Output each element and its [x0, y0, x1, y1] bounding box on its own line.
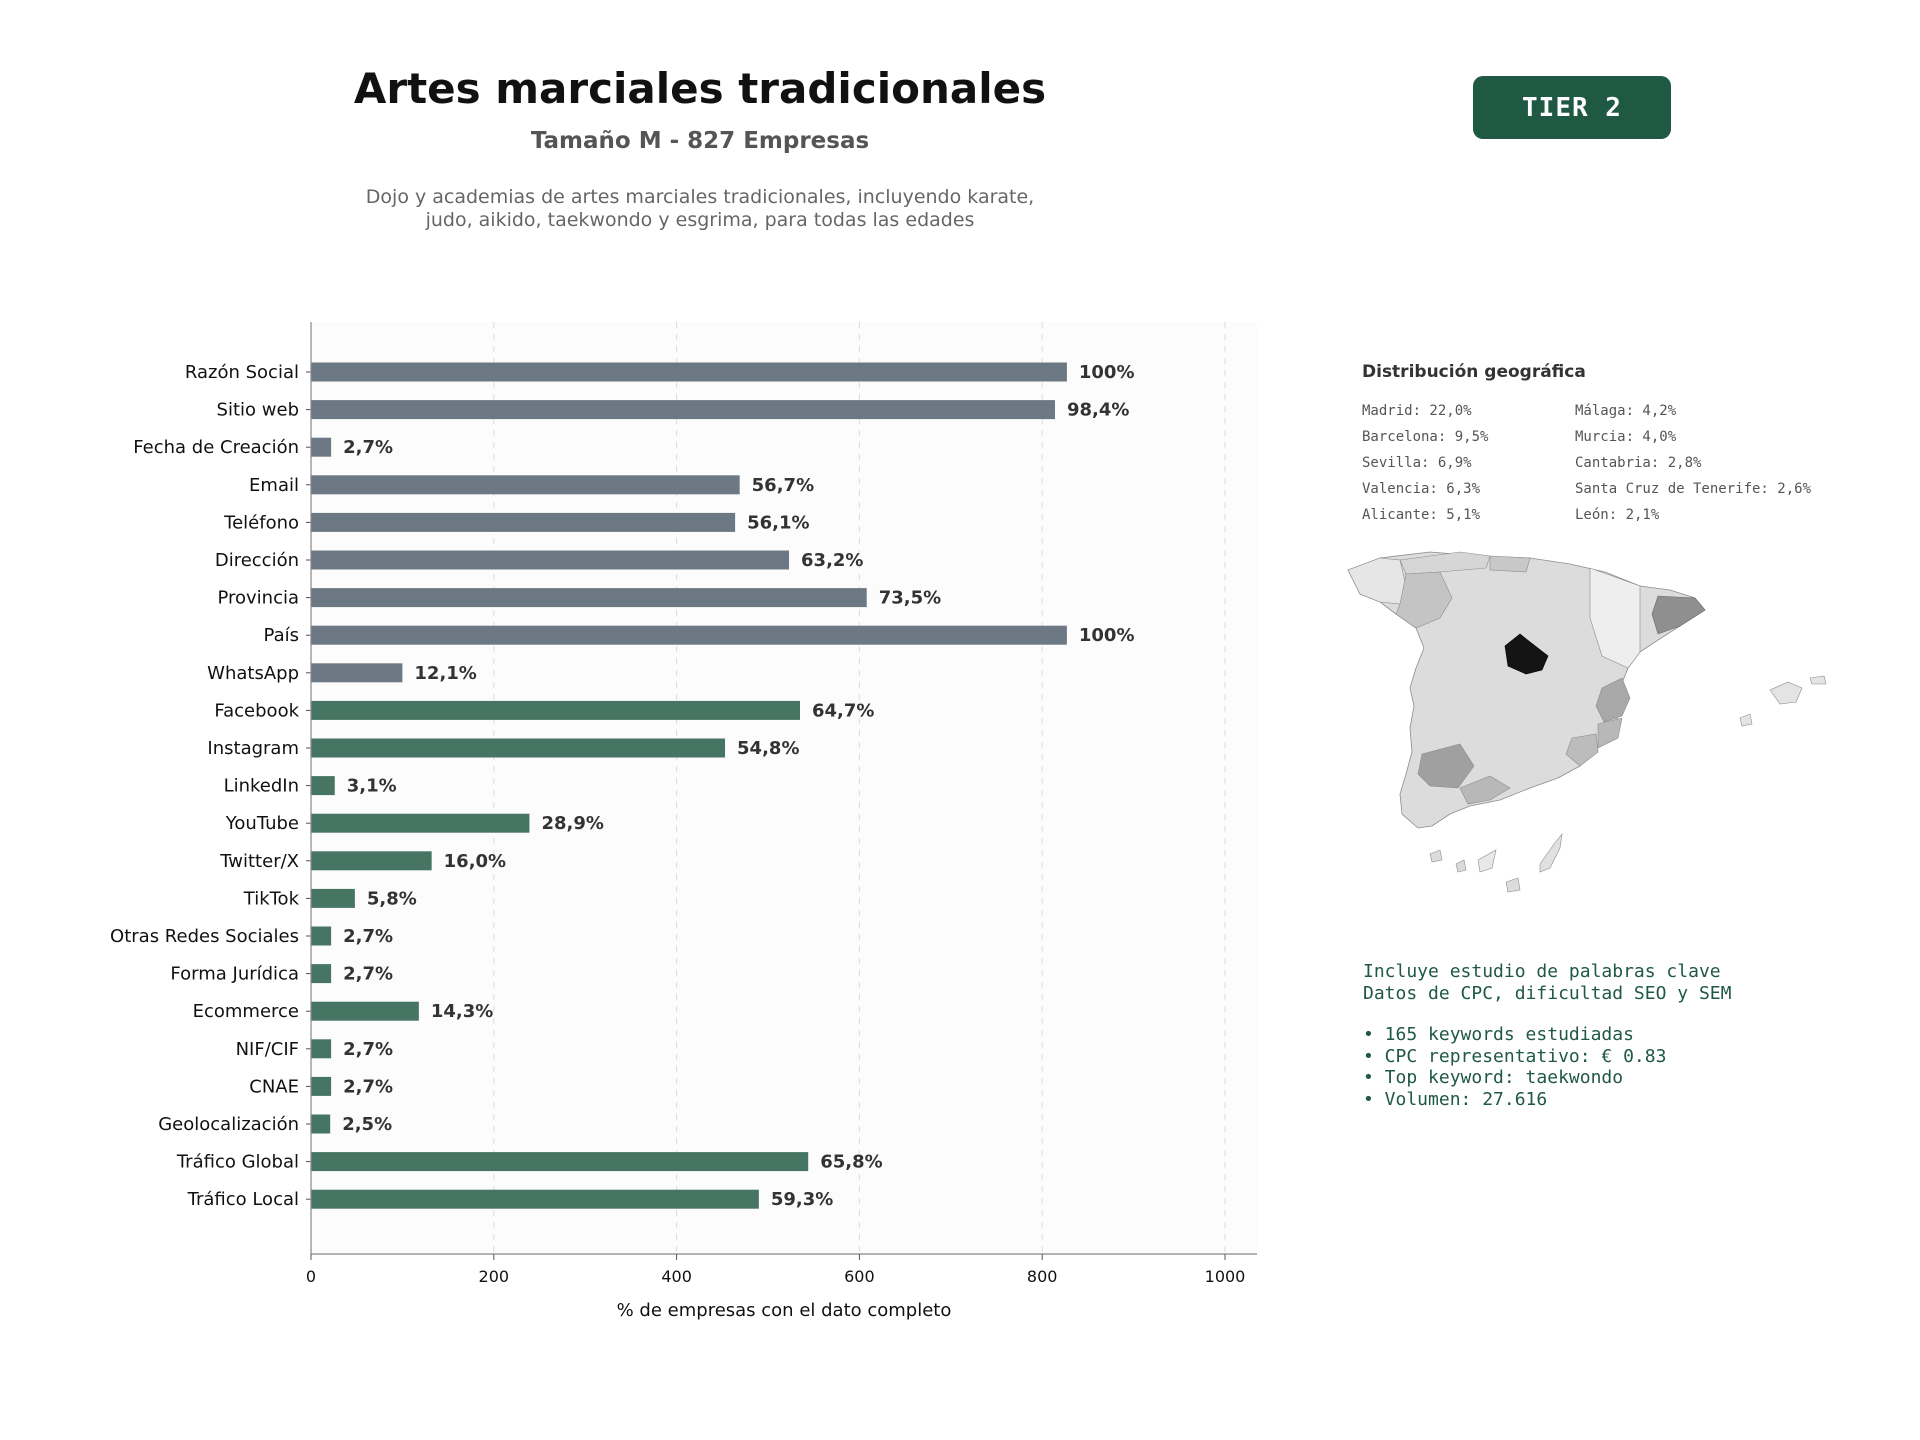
map-canary-1	[1430, 850, 1442, 862]
data-label: 63,2%	[801, 550, 864, 571]
bar	[311, 400, 1055, 419]
keywords-bullet: • CPC representativo: € 0.83	[1363, 1045, 1667, 1067]
category-label: Otras Redes Sociales	[110, 926, 299, 947]
keywords-bullet: • 165 keywords estudiadas	[1363, 1024, 1634, 1045]
x-tick-label: 400	[661, 1267, 692, 1286]
x-tick-label: 0	[305, 1267, 317, 1286]
data-label: 2,5%	[342, 1114, 393, 1135]
bar	[311, 438, 331, 457]
description-line: Dojo y academias de artes marciales tradicionales, incluyendo karate,	[365, 186, 1035, 208]
bar	[311, 1077, 331, 1096]
geo-item: Barcelona: 9,5%	[1362, 429, 1489, 445]
x-axis-label: % de empresas con el dato completo	[616, 1300, 952, 1321]
category-label: Dirección	[214, 550, 299, 571]
category-label: Forma Jurídica	[170, 963, 299, 985]
description-line: judo, aikido, taekwondo y esgrima, para todas las edades	[425, 209, 975, 231]
data-label: 73,5%	[878, 587, 942, 609]
bar	[311, 1002, 419, 1021]
geo-item: Santa Cruz de Tenerife: 2,6%	[1575, 481, 1812, 497]
bar	[311, 889, 355, 908]
bar	[311, 1190, 759, 1209]
category-label: YouTube	[225, 813, 299, 835]
category-label: Email	[249, 474, 299, 496]
bar	[311, 927, 331, 946]
bar	[311, 475, 740, 494]
bar	[311, 363, 1067, 382]
geo-item: León: 2,1%	[1575, 507, 1660, 523]
bar	[311, 776, 335, 795]
bar	[311, 1152, 808, 1171]
category-label: Razón Social	[184, 362, 299, 383]
data-label: 16,0%	[443, 850, 507, 872]
keywords-bullet: • Volumen: 27.616	[1363, 1088, 1548, 1110]
data-label: 3,1%	[346, 775, 397, 797]
geo-title: Distribución geográfica	[1362, 362, 1586, 382]
bar	[311, 551, 789, 570]
category-label: País	[263, 625, 299, 647]
category-label: Geolocalización	[158, 1114, 299, 1135]
bar	[311, 1115, 330, 1134]
category-label: TikTok	[243, 888, 299, 910]
data-label: 65,8%	[820, 1151, 883, 1173]
keywords-bullet: • Top keyword: taekwondo	[1363, 1067, 1624, 1088]
map-canary-4	[1506, 878, 1520, 892]
data-label: 64,7%	[811, 700, 875, 722]
x-tick-label: 600	[844, 1267, 875, 1286]
data-label: 56,7%	[751, 474, 815, 496]
data-label: 56,1%	[747, 512, 810, 534]
map-canary-5	[1540, 834, 1562, 872]
geo-item: Málaga: 4,2%	[1575, 403, 1677, 419]
geo-item: Alicante: 5,1%	[1362, 507, 1481, 523]
geo-item: Madrid: 22,0%	[1362, 403, 1472, 419]
bar	[311, 663, 402, 682]
category-label: Fecha de Creación	[133, 437, 299, 459]
data-label: 2,7%	[343, 437, 394, 459]
category-label: Ecommerce	[192, 1001, 299, 1023]
map-canary-2	[1456, 860, 1466, 872]
map-balearic-menorca	[1810, 676, 1826, 684]
x-tick-label: 1000	[1204, 1267, 1246, 1286]
bar	[311, 814, 529, 833]
map-region-barcelona	[1652, 596, 1705, 634]
category-label: NIF/CIF	[235, 1038, 299, 1060]
data-label: 100%	[1078, 625, 1135, 647]
data-label: 100%	[1078, 362, 1135, 383]
category-label: LinkedIn	[223, 775, 299, 797]
tier-badge: TIER 2	[1473, 76, 1671, 139]
bar	[311, 626, 1067, 645]
page-subtitle: Tamaño M - 827 Empresas	[530, 128, 870, 154]
bar	[311, 964, 331, 983]
category-label: WhatsApp	[207, 662, 299, 684]
keywords-block	[1363, 961, 1731, 1110]
data-label: 12,1%	[414, 662, 477, 684]
bar	[311, 1039, 331, 1058]
data-label: 2,7%	[343, 926, 394, 947]
category-label: Tráfico Local	[187, 1189, 299, 1211]
geo-item: Valencia: 6,3%	[1362, 481, 1481, 497]
geo-list-left	[1362, 398, 1488, 528]
map-region-cantabria	[1490, 556, 1530, 572]
map-balearic-ibiza	[1740, 714, 1752, 726]
map-region-galicia	[1348, 558, 1406, 604]
geo-list-right	[1575, 398, 1811, 528]
bar	[311, 701, 800, 720]
data-label: 59,3%	[770, 1189, 834, 1211]
page-title: Artes marciales tradicionales	[353, 64, 1047, 113]
data-label: 98,4%	[1067, 399, 1130, 421]
data-label: 2,7%	[343, 963, 394, 985]
bar	[311, 851, 432, 870]
category-label: Sitio web	[216, 399, 299, 421]
data-label: 2,7%	[343, 1076, 394, 1098]
category-label: Instagram	[207, 738, 299, 759]
x-tick-label: 200	[478, 1267, 510, 1286]
keywords-line: Incluye estudio de palabras clave	[1363, 961, 1721, 982]
data-label: 5,8%	[366, 888, 417, 910]
category-label: Teléfono	[224, 512, 299, 534]
data-label: 14,3%	[430, 1001, 494, 1023]
geo-item: Murcia: 4,0%	[1575, 429, 1677, 445]
category-label: Tráfico Global	[176, 1151, 299, 1173]
data-label: 28,9%	[541, 813, 604, 835]
data-label: 2,7%	[343, 1038, 394, 1060]
bar	[311, 513, 735, 532]
bar	[311, 739, 725, 758]
x-tick-label: 800	[1026, 1267, 1058, 1286]
spain-map	[1340, 538, 1850, 908]
plot-area	[311, 322, 1257, 1254]
category-label: Facebook	[214, 700, 299, 722]
bar	[311, 588, 867, 607]
map-canary-3	[1478, 850, 1496, 872]
map-balearic-mallorca	[1770, 682, 1802, 704]
data-label: 54,8%	[737, 738, 800, 759]
category-label: CNAE	[249, 1076, 299, 1098]
geo-item: Cantabria: 2,8%	[1575, 455, 1702, 471]
keywords-line: Datos de CPC, dificultad SEO y SEM	[1363, 982, 1732, 1004]
geo-item: Sevilla: 6,9%	[1362, 455, 1472, 471]
category-label: Twitter/X	[220, 850, 299, 872]
category-label: Provincia	[217, 587, 299, 609]
